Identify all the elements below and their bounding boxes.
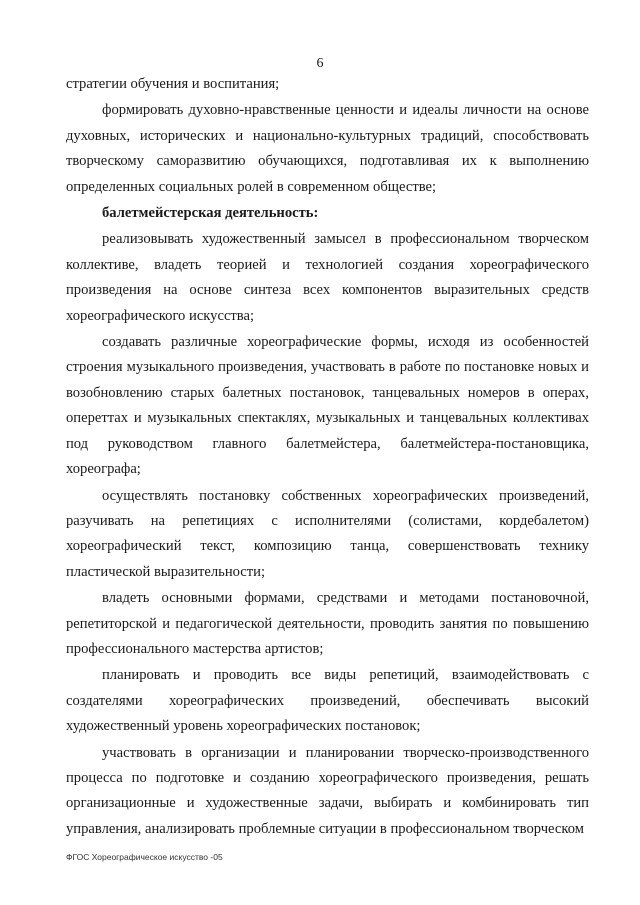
paragraph: планировать и проводить все виды репетиций, взаимодействовать с создателями хореографических произведений, обеспечивать высокий художественный уровень хореографических постановок;: [66, 667, 589, 735]
paragraph: формировать духовно-нравственные ценности и идеалы личности на основе духовных, исторических и национально-культурных традиций, способствовать творческому саморазвитию обучающихся, подготавливая их к выполнению определенных социальных ролей в современном обществе;: [66, 102, 589, 195]
paragraph: реализовывать художественный замысел в профессиональном творческом коллективе, владеть теорией и технологией создания хореографического произведения на основе синтеза всех компонентов выразительных средств хореографического искусства;: [66, 231, 589, 324]
section-heading: балетмейстерская деятельность:: [102, 205, 319, 222]
document-body: [66, 72, 589, 842]
paragraph: участвовать в организации и планировании творческо-производственного процесса по подготовке и созданию хореографического произведения, решать организационные и художественные задачи, выбирать и комбинировать тип управления, анализировать проблемные ситуации в профессиональном творческом: [66, 744, 589, 837]
footer-label: ФГОС Хореографическое искусство -05: [66, 852, 223, 862]
paragraph: владеть основными формами, средствами и методами постановочной, репетиторской и педагогической деятельности, проводить занятия по повышению профессионального мастерства артистов;: [66, 590, 589, 657]
paragraph: осуществлять постановку собственных хореографических произведений, разучивать на репетициях с исполнителями (солистами, кордебалетом) хореографический текст, композицию танца, совершенствовать технику пластической выразительности;: [66, 487, 589, 580]
paragraph: создавать различные хореографические формы, исходя из особенностей строения музыкального произведения, участвовать в работе по постановке новых и возобновлению старых балетных постановок, танцевальных номеров в операх, опереттах и музыкальных спектаклях, музыкальных и танцевальных коллективах под руководством главного балетмейстера, балетмейстера-постановщика, хореографа;: [66, 334, 589, 478]
paragraph-continuation: стратегии обучения и воспитания;: [66, 76, 280, 92]
page-number: 6: [316, 56, 324, 71]
